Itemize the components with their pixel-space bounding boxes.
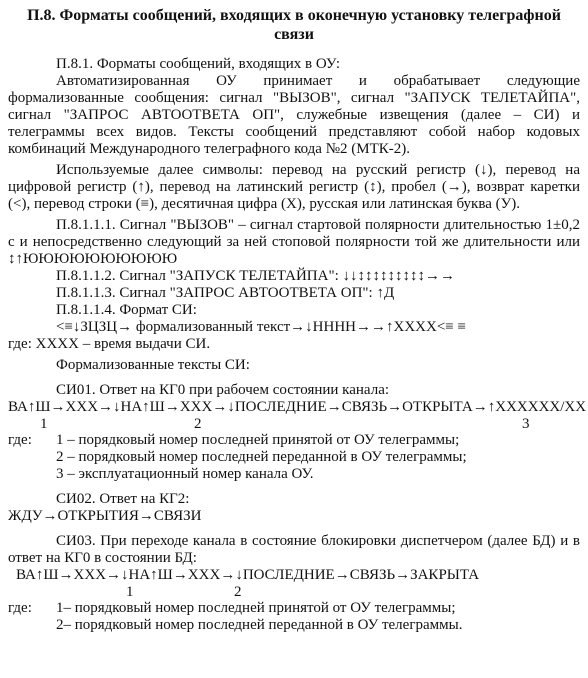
si03-legend-item: 2– порядковый номер последней переданной в ОУ телеграммы. — [56, 617, 463, 633]
si01-legend — [8, 432, 580, 483]
si01-heading: СИ01. Ответ на КГ0 при рабочем состоянии канала: — [56, 382, 390, 398]
intro-paragraph: Автоматизированная ОУ принимает и обрабатывает следующие формализованные сообщения: сигнал "ВЫЗОВ", сигнал "ЗАПУСК ТЕЛЕТАЙПА", сигнал "ЗАПРОС АВТООТВЕТА ОП", служебные извещения (далее – СИ) и телеграммы всех видов. Тексты сообщений представляют собой набор кодовых комбинаций Международного телеграфного кода №2 (МТК-2). — [8, 73, 580, 157]
si01-markers — [8, 416, 580, 432]
si01-legend-item: 3 – эксплуатационный номер канала ОУ. — [56, 466, 314, 482]
si-format-line: <≡↓ЗЦЗЦ→ формализованный текст→↓НННН→→↑ХХХХ<≡ ≡ — [56, 319, 466, 335]
si03-markers — [8, 584, 580, 600]
si01-legend-item: 2 – порядковый номер последней переданной в ОУ телеграммы; — [56, 449, 467, 465]
call-signal-paragraph: П.8.1.1.1. Сигнал "ВЫЗОВ" – сигнал стартовой полярности длительностью 1±0,2 с и непосредственно следующий за ней стоповой полярности той же длительности или ↕↑ЮЮЮЮЮЮЮЮЮЮ — [8, 217, 580, 267]
si01-sequence: ВА↑Ш→ХХХ→↓НА↑Ш→ХХХ→↓ПОСЛЕДНИЕ→СВЯЗЬ→ОТКРЫТА→↑ХХХХХХ/ХХ — [8, 399, 587, 415]
si01-legend-item: 1 – порядковый номер последней принятой от ОУ телеграммы; — [56, 432, 460, 448]
teletype-start-paragraph: П.8.1.1.2. Сигнал "ЗАПУСК ТЕЛЕТАЙПА": ↓↓↕↕↕↕↕↕↕↕↕→→ — [56, 268, 456, 284]
autoreply-request-paragraph: П.8.1.1.3. Сигнал "ЗАПРОС АВТООТВЕТА ОП": ↑Д — [56, 285, 395, 301]
si-format-heading: П.8.1.1.4. Формат СИ: — [56, 302, 197, 318]
formal-texts-heading: Формализованные тексты СИ: — [56, 357, 250, 373]
si02-heading: СИ02. Ответ на КГ2: — [56, 491, 190, 507]
section-title: П.8. Форматы сообщений, входящих в оконечную установку телеграфной связи — [27, 7, 561, 43]
si01-marker-3: 3 — [522, 416, 530, 432]
si03-sequence: ВА↑Ш→ХХХ→↓НА↑Ш→ХХХ→↓ПОСЛЕДНИЕ→СВЯЗЬ→ЗАКРЫТА — [16, 567, 480, 583]
si01-marker-2: 2 — [194, 416, 202, 432]
si03-marker-1: 1 — [126, 584, 134, 600]
si03-legend-item: 1– порядковый номер последней принятой от ОУ телеграммы; — [56, 600, 456, 616]
si03-heading: СИ03. При переходе канала в состояние блокировки диспетчером (далее БД) и в ответ на КГ0 в состоянии БД: — [8, 533, 580, 566]
si01-where-label: где: — [8, 432, 32, 448]
subsection-heading: П.8.1. Форматы сообщений, входящих в ОУ: — [56, 56, 341, 72]
si03-marker-2: 2 — [234, 584, 242, 600]
symbols-paragraph: Используемые далее символы: перевод на русский регистр (↓), перевод на цифровой регистр (↑), перевод на латинский регистр (↕), пробел (→), возврат каретки (<), перевод строки (≡), десятичная цифра (Х), русская или латинская буква (У). — [8, 162, 580, 212]
si02-sequence: ЖДУ→ОТКРЫТИЯ→СВЯЗИ — [8, 508, 202, 524]
si-format-where: где: ХХХХ – время выдачи СИ. — [8, 336, 211, 352]
si01-marker-1: 1 — [40, 416, 48, 432]
si03-legend — [8, 600, 580, 634]
si03-where-label: где: — [8, 600, 32, 616]
